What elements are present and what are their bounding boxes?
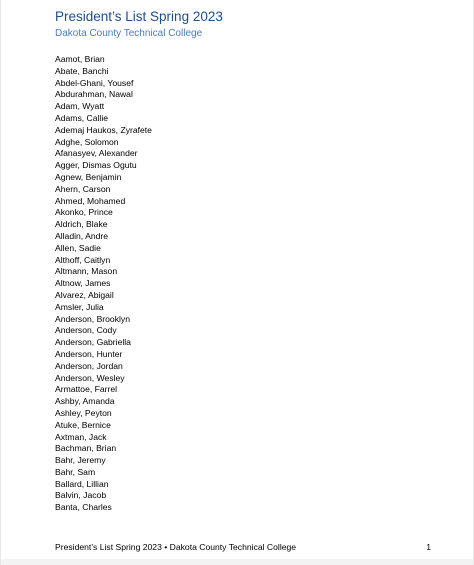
student-name: Afanasyev, Alexander	[55, 148, 138, 159]
document-title: President’s List Spring 2023	[55, 9, 223, 24]
student-name: Agger, Dismas Ogutu	[55, 160, 137, 171]
student-name: Altnow, James	[55, 278, 111, 289]
student-name: Ahern, Carson	[55, 183, 111, 194]
student-name: Altmann, Mason	[55, 266, 118, 277]
student-name: Anderson, Brooklyn	[55, 313, 130, 324]
student-name: Armattoe, Farrel	[55, 384, 118, 395]
footer-text: President’s List Spring 2023 • Dakota County Technical College	[55, 542, 297, 552]
student-name: Banta, Charles	[55, 502, 112, 513]
student-name: Abate, Banchi	[55, 65, 109, 76]
student-name-list	[55, 54, 152, 514]
student-name: Abdel-Ghani, Yousef	[55, 77, 134, 88]
student-name: Axtman, Jack	[55, 431, 107, 442]
student-name: Ashby, Amanda	[55, 396, 115, 407]
student-name: Aamot, Brian	[55, 54, 105, 64]
student-name: Alvarez, Abigail	[55, 289, 114, 300]
student-name: Abdurahman, Nawal	[55, 89, 133, 100]
student-name: Alladin, Andre	[55, 230, 109, 241]
student-name: Adghe, Solomon	[55, 136, 119, 147]
student-name: Anderson, Gabriella	[55, 337, 131, 348]
student-name: Anderson, Cody	[55, 325, 117, 336]
student-name: Ashley, Peyton	[55, 407, 112, 418]
student-name: Agnew, Benjamin	[55, 171, 122, 182]
student-name: Bahr, Sam	[55, 466, 96, 477]
student-name: Amsler, Julia	[55, 301, 104, 312]
page-number: 1	[426, 542, 431, 552]
student-name: Ahmed, Mohamed	[55, 195, 126, 206]
student-name: Allen, Sadie	[55, 242, 101, 253]
student-name: Ademaj Haukos, Zyrafete	[55, 124, 152, 135]
page-bottom-edge	[1, 559, 473, 565]
student-name: Anderson, Wesley	[55, 372, 125, 383]
student-name: Atuke, Bernice	[55, 419, 111, 430]
student-name: Ballard, Lillian	[55, 478, 109, 489]
student-name: Aldrich, Blake	[55, 219, 108, 230]
student-name: Akonko, Prince	[55, 207, 113, 218]
student-name: Anderson, Hunter	[55, 348, 123, 359]
student-name: Adam, Wyatt	[55, 101, 105, 112]
student-name: Anderson, Jordan	[55, 360, 123, 371]
student-name: Althoff, Caitlyn	[55, 254, 111, 265]
student-name: Bachman, Brian	[55, 443, 117, 454]
student-name: Bahr, Jeremy	[55, 455, 106, 466]
student-name: Balvin, Jacob	[55, 490, 107, 501]
document-subtitle: Dakota County Technical College	[55, 28, 203, 39]
student-name: Adams, Callie	[55, 112, 109, 123]
